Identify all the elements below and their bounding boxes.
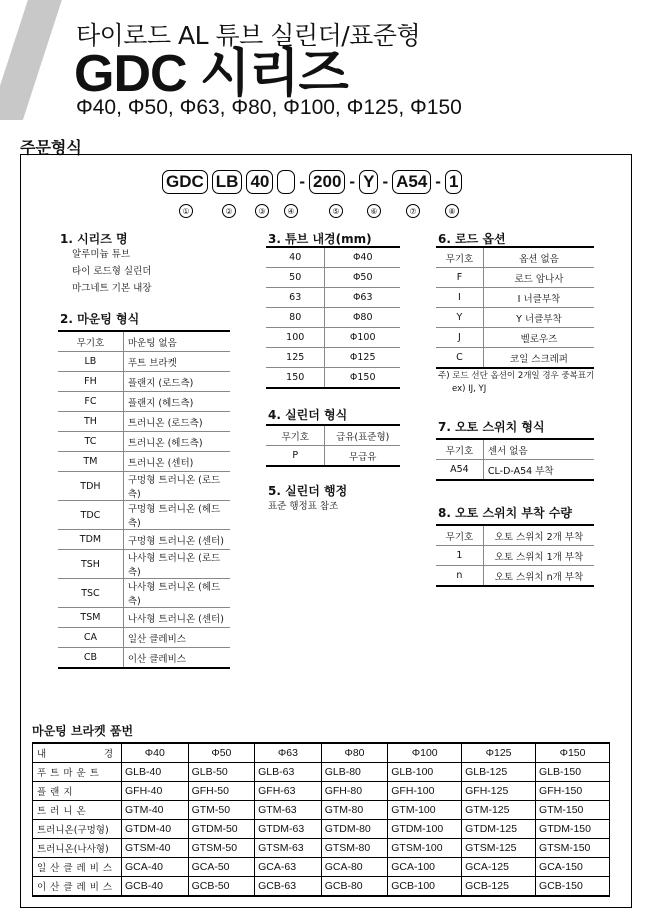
table-row [436,348,594,369]
part-number-cell: GFH-50 [188,782,255,801]
part-number-cell: GTDM-63 [255,820,322,839]
description-cell: 코일 스크레퍼 [483,348,594,369]
description-cell: 마운팅 없음 [123,331,230,352]
mounting-type-table [58,330,230,669]
bore-size-cell: Φ100 [388,743,462,763]
code-cell: TSH [58,550,123,579]
description-cell: 무급유 [325,446,400,467]
bracket-title: 마운팅 브라켓 품번 [32,724,134,738]
description-cell: Φ80 [325,308,400,328]
part-number-cell: GTSM-40 [122,839,189,858]
description-cell: Φ150 [325,368,400,389]
switch-qty-table [436,524,594,587]
table-row [266,368,400,389]
code-switch-type: A54 [392,170,431,194]
page-title: GDC 시리즈 [74,45,348,103]
table-row [33,839,610,858]
code-cell: TM [58,452,123,472]
description-cell: 구멍형 트러니온 (로드측) [123,472,230,501]
mounting-name-cell: 트러니온(구멍형) [33,820,122,839]
part-number-cell: GTDM-80 [321,820,388,839]
code-cell: FH [58,372,123,392]
description-cell: Φ50 [325,268,400,288]
part-number-cell: GLB-50 [188,763,255,782]
part-number-cell: GTDM-150 [536,820,610,839]
part-number-cell: GCB-63 [255,877,322,897]
table-row [266,425,400,446]
part-number-cell: GFH-40 [122,782,189,801]
bore-size-cell: Φ125 [462,743,536,763]
table-row [58,530,230,550]
description-cell: 급유(표준형) [325,425,400,446]
description-cell: 나사형 트러니온 (헤드측) [123,579,230,608]
series-line: 알루미늄 튜브 [72,249,131,260]
code-series: GDC [162,170,208,194]
part-number-cell: GTDM-40 [122,820,189,839]
code-cell: 40 [266,247,325,268]
description-cell: 오토 스위치 1개 부착 [483,546,594,566]
table-row [436,546,594,566]
table-row [266,268,400,288]
table-row [58,550,230,579]
bore-sizes: Φ40, Φ50, Φ63, Φ80, Φ100, Φ125, Φ150 [76,96,462,119]
description-cell: Φ40 [325,247,400,268]
code-number-5: ⑤ [329,204,343,218]
table-row [436,525,594,546]
table-row [58,352,230,372]
code-cell: 무기호 [436,525,483,546]
code-cell: C [436,348,483,369]
table-row [266,348,400,368]
description-cell: 구멍형 트러니온 (센터) [123,530,230,550]
table-row [58,579,230,608]
description-cell: 오토 스위치 n개 부착 [483,566,594,587]
code-cell: FC [58,392,123,412]
decorative-slash [0,0,65,120]
code-cell: 무기호 [266,425,325,446]
part-number-cell: GTDM-50 [188,820,255,839]
part-number-cell: GFH-150 [536,782,610,801]
part-number-cell: GTSM-63 [255,839,322,858]
part-number-cell: GCA-125 [462,858,536,877]
table-row [33,858,610,877]
code-cell: J [436,328,483,348]
mounting-name-cell: 트러니온(나사형) [33,839,122,858]
part-number-cell: GTDM-125 [462,820,536,839]
code-cell: 무기호 [436,439,483,460]
part-number-cell: GLB-63 [255,763,322,782]
bore-size-cell: Φ80 [321,743,388,763]
code-number-6: ⑥ [367,204,381,218]
code-cell: TDM [58,530,123,550]
table-row [58,412,230,432]
description-cell: Y 너클부착 [483,308,594,328]
model-code: GDC LB 40 - 200 - Y - A54 - 1 [160,170,464,194]
part-number-cell: GFH-80 [321,782,388,801]
table-row [58,628,230,648]
code-cell: Y [436,308,483,328]
rod-note-line: 주) 로드 선단 옵션이 2개일 경우 중복표기 [438,371,595,381]
bore-table [266,246,400,389]
cylinder-type-title: 4. 실린더 형식 [268,408,348,422]
stroke-text: 표준 행정표 참조 [268,501,339,512]
code-cell: 125 [266,348,325,368]
code-number-3: ③ [255,204,269,218]
description-cell: 이산 클레비스 [123,648,230,669]
part-number-cell: GTSM-150 [536,839,610,858]
part-number-cell: GCB-50 [188,877,255,897]
description-cell: Φ100 [325,328,400,348]
part-number-cell: GCA-100 [388,858,462,877]
mounting-type-title: 2. 마운팅 형식 [60,312,140,326]
series-name-lines [72,246,151,297]
code-number-2: ② [222,204,236,218]
description-cell: 트러니온 (센터) [123,452,230,472]
code-cell: TSM [58,608,123,628]
table-row [266,288,400,308]
part-number-cell: GCA-80 [321,858,388,877]
part-number-cell: GTM-50 [188,801,255,820]
bore-header-cell: 내 경 [33,743,122,763]
bore-size-cell: Φ150 [536,743,610,763]
order-format-heading: 주문형식 [20,138,82,157]
rod-note-example: ex) IJ, YJ [452,384,487,394]
table-row [33,820,610,839]
code-cell: 80 [266,308,325,328]
mounting-name-cell: 푸트마운트 [33,763,122,782]
rod-option-table [436,246,594,369]
table-row [436,288,594,308]
code-cell: n [436,566,483,587]
part-number-cell: GCB-100 [388,877,462,897]
bore-size-cell: Φ50 [188,743,255,763]
stroke-title: 5. 실린더 행정 [268,484,348,498]
part-number-cell: GTM-80 [321,801,388,820]
table-row [436,268,594,288]
code-cell: P [266,446,325,467]
part-number-cell: GTSM-100 [388,839,462,858]
rod-option-note [438,370,594,396]
table-row [58,472,230,501]
code-number-1: ① [179,204,193,218]
part-number-cell: GLB-125 [462,763,536,782]
table-row [266,328,400,348]
part-number-cell: GFH-100 [388,782,462,801]
part-number-cell: GLB-100 [388,763,462,782]
bore-size-cell: Φ40 [122,743,189,763]
description-cell: 푸트 브라켓 [123,352,230,372]
part-number-cell: GTM-63 [255,801,322,820]
part-number-cell: GLB-40 [122,763,189,782]
part-number-cell: GCB-40 [122,877,189,897]
part-number-cell: GCA-63 [255,858,322,877]
part-number-cell: GTSM-50 [188,839,255,858]
part-number-cell: GFH-63 [255,782,322,801]
description-cell: 벨로우즈 [483,328,594,348]
description-cell: 로드 암나사 [483,268,594,288]
table-row [436,247,594,268]
description-cell: I 너클부착 [483,288,594,308]
mounting-name-cell: 플랜지 [33,782,122,801]
table-row [436,328,594,348]
code-cell: TDH [58,472,123,501]
code-cell: F [436,268,483,288]
series-name-title: 1. 시리즈 명 [60,232,128,246]
table-row [58,432,230,452]
bore-title: 3. 튜브 내경(mm) [268,232,372,246]
description-cell: Φ125 [325,348,400,368]
code-cell: TC [58,432,123,452]
table-row [436,566,594,587]
code-cell: LB [58,352,123,372]
table-row [58,372,230,392]
switch-type-title: 7. 오토 스위치 형식 [438,420,545,434]
bore-size-cell: Φ63 [255,743,322,763]
table-row [33,782,610,801]
part-number-cell: GLB-150 [536,763,610,782]
code-mounting: LB [212,170,243,194]
code-stroke: 200 [309,170,345,194]
table-row [58,392,230,412]
rod-option-title: 6. 로드 옵션 [438,232,506,246]
table-row [436,308,594,328]
table-row [33,801,610,820]
code-cell: 150 [266,368,325,389]
mounting-name-cell: 트러니온 [33,801,122,820]
code-cell: 1 [436,546,483,566]
code-rod-option: Y [359,170,378,194]
part-number-cell: GTM-40 [122,801,189,820]
table-row [33,763,610,782]
part-number-cell: GTSM-125 [462,839,536,858]
part-number-cell: GTSM-80 [321,839,388,858]
code-cell: 63 [266,288,325,308]
code-bore: 40 [246,170,273,194]
part-number-cell: GCB-80 [321,877,388,897]
bracket-header-row [33,743,610,763]
description-cell: Φ63 [325,288,400,308]
description-cell: 센서 없음 [483,439,594,460]
code-cell: TDC [58,501,123,530]
code-cell: 무기호 [436,247,483,268]
code-cell: 50 [266,268,325,288]
description-cell: 나사형 트러니온 (센터) [123,608,230,628]
code-cell: I [436,288,483,308]
code-cell: TH [58,412,123,432]
description-cell: 옵션 없음 [483,247,594,268]
code-cell: CB [58,648,123,669]
switch-qty-title: 8. 오토 스위치 부착 수량 [438,506,572,520]
description-cell: 트러니온 (로드측) [123,412,230,432]
series-line: 마그네트 기본 내장 [72,283,152,294]
description-cell: CL-D-A54 부착 [483,460,594,481]
code-cell: TSC [58,579,123,608]
part-number-cell: GTM-125 [462,801,536,820]
code-number-7: ⑦ [406,204,420,218]
part-number-cell: GFH-125 [462,782,536,801]
code-cell: 무기호 [58,331,123,352]
table-row [436,460,594,481]
table-row [33,877,610,897]
description-cell: 트러니온 (헤드측) [123,432,230,452]
switch-type-table [436,438,594,481]
part-number-cell: GTM-100 [388,801,462,820]
part-number-cell: GTDM-100 [388,820,462,839]
table-row [266,308,400,328]
description-cell: 플랜지 (로드측) [123,372,230,392]
table-row [58,608,230,628]
description-cell: 플랜지 (헤드측) [123,392,230,412]
table-row [58,331,230,352]
table-row [266,446,400,467]
code-cell: 100 [266,328,325,348]
bracket-table [32,742,610,897]
code-switch-qty: 1 [445,170,462,194]
table-row [436,439,594,460]
table-row [58,452,230,472]
mounting-name-cell: 이산클레비스 [33,877,122,897]
table-row [58,648,230,669]
mounting-name-cell: 일산클레비스 [33,858,122,877]
table-row [266,247,400,268]
part-number-cell: GCA-50 [188,858,255,877]
cylinder-type-table [266,424,400,467]
code-cell: A54 [436,460,483,481]
page-subtitle: 타이로드 AL 튜브 실린더/표준형 [76,21,421,50]
part-number-cell: GCA-150 [536,858,610,877]
table-row [58,501,230,530]
code-cell: CA [58,628,123,648]
description-cell: 구멍형 트러니온 (헤드측) [123,501,230,530]
part-number-cell: GCB-150 [536,877,610,897]
code-number-8: ⑧ [445,204,459,218]
part-number-cell: GCA-40 [122,858,189,877]
part-number-cell: GTM-150 [536,801,610,820]
code-number-4: ④ [284,204,298,218]
series-line: 타이 로드형 실린더 [72,266,152,277]
description-cell: 나사형 트러니온 (로드측) [123,550,230,579]
code-type [277,170,295,194]
description-cell: 일산 클레비스 [123,628,230,648]
description-cell: 오토 스위치 2개 부착 [483,525,594,546]
part-number-cell: GCB-125 [462,877,536,897]
part-number-cell: GLB-80 [321,763,388,782]
